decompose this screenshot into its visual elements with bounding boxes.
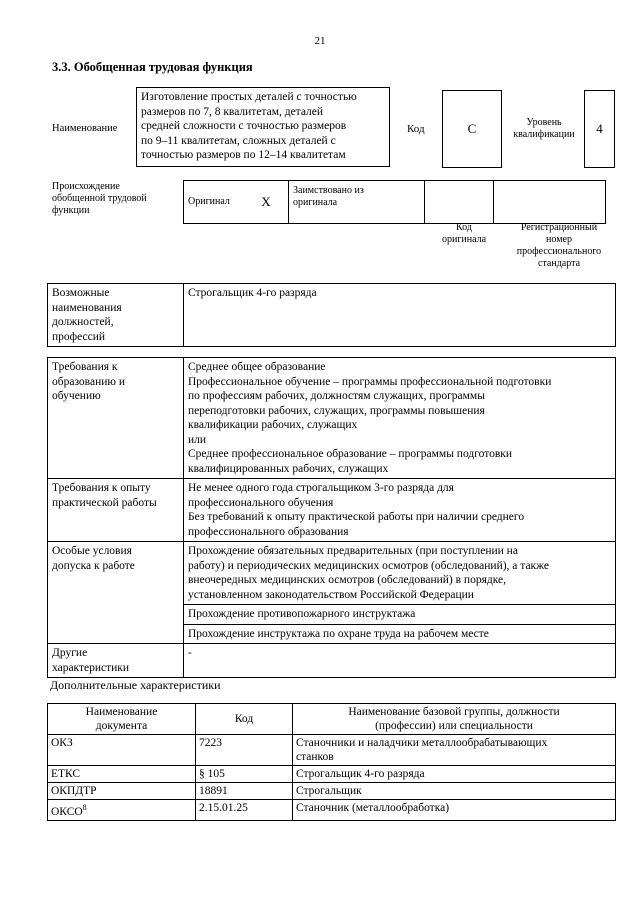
table-row — [48, 800, 616, 821]
education-label: Требования к образованию и обучению — [48, 358, 184, 479]
function-name-line: размеров по 7, 8 квалитетам, деталей — [141, 105, 324, 118]
doc-cell: ОКСО$^8$ — [48, 800, 196, 821]
function-name-line: точностью размеров по 12–14 квалитетам — [141, 149, 346, 161]
origin-table — [183, 180, 606, 224]
name-cell: Станочники и наладчики металлообрабатывающих станков — [293, 735, 616, 766]
code-cell: 18891 — [196, 783, 293, 800]
doc-cell: ЕТКС — [48, 766, 196, 783]
positions-table — [47, 283, 616, 347]
level-label: Уровень квалификации — [513, 117, 575, 140]
special-conditions-label: Особые условия допуска к работе — [48, 542, 184, 644]
additional-title: Дополнительные характеристики — [50, 678, 221, 692]
code-cell: 7223 — [196, 735, 293, 766]
code-cell: § 105 — [196, 766, 293, 783]
footnote-mark: 8 — [82, 803, 87, 812]
section-title: 3.3. Обобщенная трудовая функция — [52, 60, 253, 74]
function-name-line: Изготовление простых деталей с точностью — [141, 91, 357, 103]
experience-value: Не менее одного года строгальщиком 3-го разряда для профессионального обучения Без требований к опыту практической работы при наличии среднего профессионального образования — [184, 479, 616, 542]
origin-original-mark: X — [244, 181, 289, 224]
requirements-table — [47, 357, 616, 678]
other-characteristics-value: - — [184, 644, 616, 678]
name-cell: Станочник (металлообработка) — [293, 800, 616, 821]
function-name-box — [136, 87, 390, 167]
origin-borrowed-label: Заимствовано из оригинала — [289, 181, 425, 224]
code-label: Код — [407, 123, 425, 135]
function-name-line: средней сложности с точностью размеров — [141, 120, 347, 132]
table-row — [48, 783, 616, 800]
origin-reg-cell — [494, 181, 606, 224]
col-header-name: Наименование базовой группы, должности (профессии) или специальности — [293, 704, 616, 735]
name-cell: Строгальщик 4-го разряда — [293, 766, 616, 783]
doc-cell: ОКЗ — [48, 735, 196, 766]
origin-label: Происхождение обобщенной трудовой функции — [52, 181, 147, 216]
origin-code-caption: Код оригинала — [441, 222, 487, 245]
education-value: Среднее общее образование Профессиональное обучение – программы профессиональной подготовки по профессиям рабочих, должностям служащих, программы переподготовки рабочих, служащих, программы повышения квалификации рабочих, служащих или Среднее профессиональное образование – программы подготовки квалифицированных рабочих, служащих — [184, 358, 616, 479]
name-label: Наименование — [52, 123, 118, 134]
col-header-document: Наименование документа — [48, 704, 196, 735]
origin-code-cell — [425, 181, 494, 224]
origin-reg-caption: Регистрационный номер профессионального стандарта — [516, 222, 602, 269]
positions-label: Возможные наименования должностей, профессий — [48, 284, 184, 347]
special-conditions-item: Прохождение обязательных предварительных (при поступлении на работу) и периодических медицинских осмотров (обследований), а также внеочередных медицинских осмотров (обследований) в порядке, установленном законодательством Российской Федерации — [184, 542, 616, 605]
doc-cell: ОКПДТР — [48, 783, 196, 800]
name-cell: Строгальщик — [293, 783, 616, 800]
col-header-code: Код — [196, 704, 293, 735]
page-number: 21 — [314, 35, 326, 47]
origin-original-label: Оригинал — [184, 181, 245, 224]
level-value: 4 — [584, 90, 615, 168]
code-cell: 2.15.01.25 — [196, 800, 293, 821]
code-value: C — [442, 90, 502, 168]
other-characteristics-label: Другие характеристики — [48, 644, 184, 678]
function-name-line: по 9–11 квалитетам, сложных деталей с — [141, 134, 336, 147]
experience-label: Требования к опыту практической работы — [48, 479, 184, 542]
table-row — [48, 766, 616, 783]
special-conditions-item: Прохождение противопожарного инструктажа — [184, 605, 616, 625]
table-row — [48, 735, 616, 766]
special-conditions-item: Прохождение инструктажа по охране труда на рабочем месте — [184, 624, 616, 644]
positions-value: Строгальщик 4-го разряда — [184, 284, 616, 347]
additional-table — [47, 703, 616, 821]
